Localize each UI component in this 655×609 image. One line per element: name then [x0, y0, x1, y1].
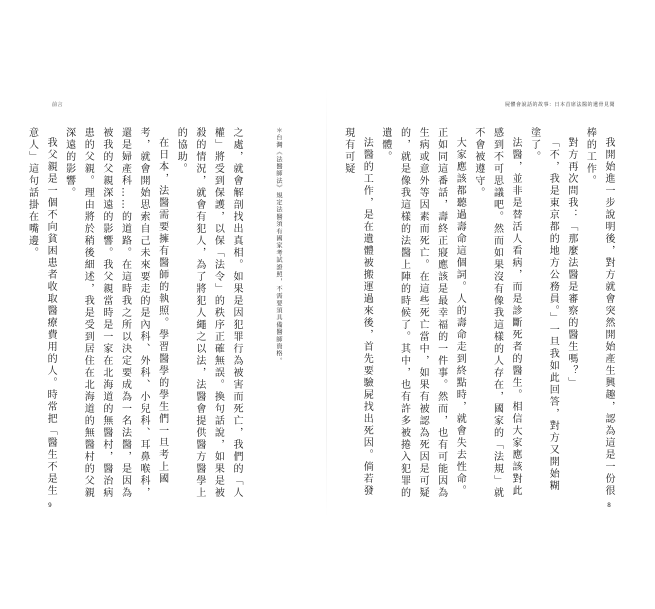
footnote: ＊台灣《法醫師法》規定法醫須有國家考試證照，不需要須具備醫師資格。: [275, 127, 282, 365]
paragraph: 之處，就會解剖找出真相。如果是因犯罪行為被害而死亡，我們的「人權」將受到保護，以保「法令」的秩序正確無誤。換句話說，如果是被殺的情況，就會有犯人，為了將犯人繩之以法，法醫會提供醫方醫學上的協助。: [175, 127, 242, 499]
page-number-left: 9: [48, 502, 52, 509]
page-number-right: 8: [607, 502, 611, 509]
paragraph: 對方再次問我：「那麼法醫是審察的醫生嗎？」: [565, 137, 577, 389]
right-page: [327, 0, 655, 609]
left-page: [0, 0, 327, 609]
body-text-left: [26, 127, 245, 502]
running-head-right: 屍體會說話的故事：日本首席法醫的遺骨見聞: [504, 102, 615, 108]
body-text-right: [342, 127, 617, 502]
paragraph: 我父親是一個不向貧困患者收取醫療費用的人。時常把「醫生不是生意人」這句話掛在嘴邊。: [26, 127, 57, 497]
paragraph: 法醫的工作，是在遺體被搬運過來後，首先要驗屍找出死因。倘若發現有可疑: [342, 127, 373, 497]
paragraph: 法醫，並非是替活人看病，而是診斷死者的醫生。相信大家應該對此感到不可思議吧。然而如果沒有像我這樣的人存在，國家的「法規」就不會被遵守。: [472, 127, 522, 499]
paragraph: 大家應該都聽過壽命這個詞。人的壽命走到終點時，就會失去性命。正如同這番話，壽終正寢應該是最幸福的一件事。然而，也有可能因為生病或意外等因素而死亡。在這些死亡當中，如果有被認為死因是可疑的，就是像我這樣的法醫上陣的時候了。其中，也有許多被捲入犯罪的遺體。: [379, 127, 466, 499]
paragraph: 「不，我是東京都的地方公務員。」一旦我如此回答，對方又開始糊塗了。: [528, 127, 559, 492]
running-head-left: 前言: [52, 102, 64, 108]
paragraph: 在日本，法醫需要擁有醫師的執照。學習醫學的學生們一旦考上國考，就會開始思索自己未來要走的是內科、外科、小兒科、耳鼻喉科，還是婦產科……的道路。在這時我之所以決定要成為一名法醫，是因為被我的父親深遠的影響。我父親當時是一家在北海道的無醫村，醫治病患的父親。理由將於稍後細述，我是受到居住在北海道的無醫村的父親深遠的影響。: [63, 127, 168, 499]
paragraph: 我開始進一步說明後，對方就會突然開始產生興趣，認為這是一份很棒的工作。: [584, 127, 614, 497]
